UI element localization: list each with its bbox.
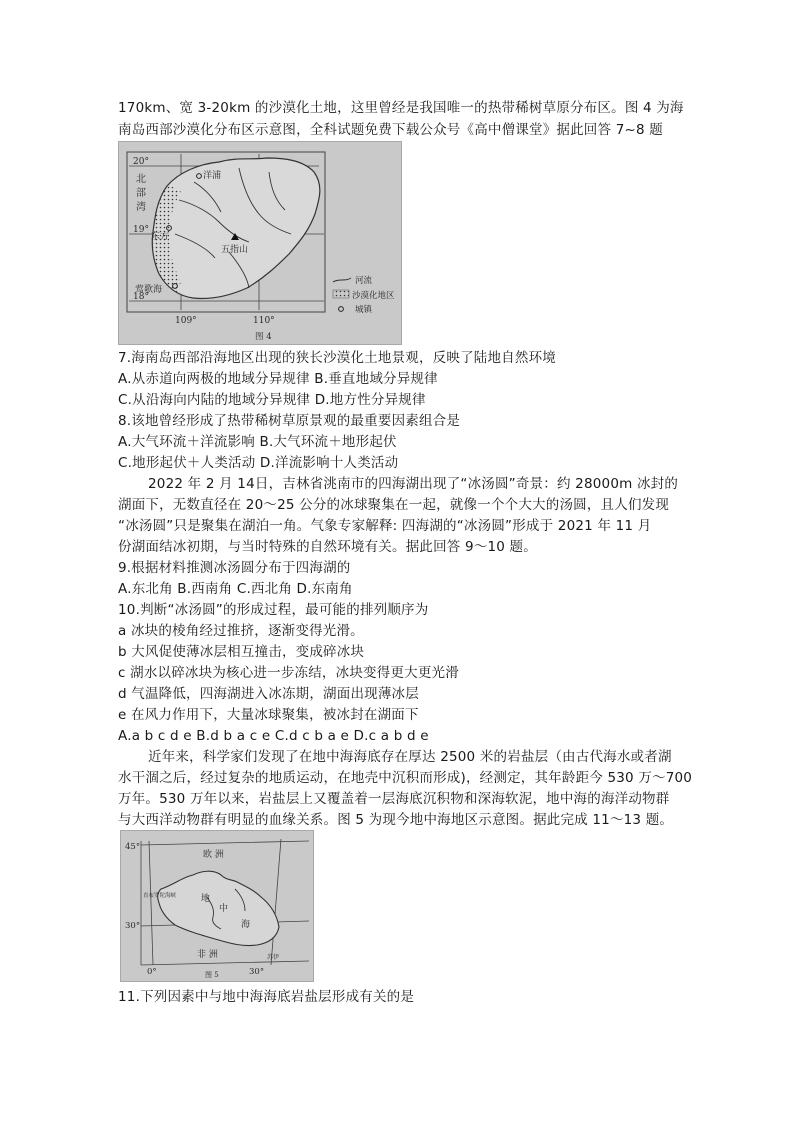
lat-20-label: 20° (133, 157, 149, 167)
figure-4-hainan-map (118, 141, 402, 345)
q7-options-1: A.从赤道向两极的地域分异规律 B.垂直地域分异规律 (118, 371, 438, 387)
figure-5-caption: 图 5 (205, 971, 219, 979)
ice-para-line-2: 湖面下，无数直径在 20～25 公分的冰球聚集在一起，就像一个个大大的汤圆，且人们发现 (118, 497, 670, 513)
sea-label-1: 地 (201, 894, 211, 904)
europe-label: 欧 洲 (203, 850, 224, 860)
figure-5-mediterranean-map (120, 830, 314, 982)
ice-para-line-3: “冰汤圆”只是聚集在湖泊一角。气象专家解释: 四海湖的“冰汤圆”形成于 2021 年 11 月 (118, 518, 652, 534)
q8-options-2: C.地形起伏＋人类活动 D.洋流影响十人类活动 (118, 455, 399, 471)
sea-label-2: 中 (219, 904, 229, 914)
q8-options-1: A.大气环流＋洋流影响 B.大气环流＋地形起伏 (118, 434, 397, 450)
q10-step-a: a 冰块的棱角经过推挤，逐渐变得光滑。 (118, 623, 364, 639)
legend-desert: 沙漠化地区 (352, 291, 395, 301)
q10-step-e: e 在风力作用下，大量冰球聚集，被冰封在湖面下 (118, 707, 419, 723)
q10-step-b: b 大风促使薄冰层相互撞击，变成碎冰块 (118, 644, 365, 660)
sea-label-3: 海 (241, 920, 251, 930)
africa-label: 非 洲 (197, 950, 218, 960)
bay-label-2: 部 (136, 188, 146, 199)
ice-para-line-4: 份湖面结冰初期，与当时特殊的自然环境有关。据此回答 9～10 题。 (118, 539, 537, 555)
town-yangpu-label: 洋浦 (203, 171, 222, 181)
q10-options: A.a b c d e B.d b a c e C.d c b a e D.c a b d e (118, 728, 429, 744)
intro-line-2: 南岛西部沙漠化分布区示意图，全科试题免费下载公众号《高中僧课堂》据此回答 7~8 题 (118, 122, 663, 138)
lat-19-label: 19° (133, 225, 149, 235)
q7-options-2: C.从沿海向内陆的地域分异规律 D.地方性分异规律 (118, 392, 426, 408)
strait-label: 直布罗陀海峡 (143, 893, 177, 899)
bay-label-3: 湾 (136, 202, 146, 213)
q7-stem: 7.海南岛西部沿海地区出现的狭长沙漠化土地景观，反映了陆地自然环境 (118, 350, 556, 366)
q11-stem: 11.下列因素中与地中海海底岩盐层形成有关的是 (118, 989, 415, 1005)
med-para-line-2: 水干涸之后，经过复杂的地质运动，在地壳中沉积而形成)，经测定，其年龄距今 530 万～700 (118, 770, 693, 786)
lon-30-label: 30° (249, 967, 265, 977)
mountain-label: 五指山 (221, 245, 249, 255)
legend-river: 河流 (355, 276, 373, 286)
desert-legend-icon (333, 290, 349, 298)
lon-109-label: 109° (175, 316, 197, 326)
q8-stem: 8.该地曾经形成了热带稀树草原景观的最重要因素组合是 (118, 413, 461, 429)
med-para-line-4: 与大西洋动物群有明显的血缘关系。图 5 为现今地中海地区示意图。据此完成 11～13 题。 (118, 812, 674, 828)
bay-label-1: 北 (136, 174, 146, 185)
river-legend-icon (333, 278, 351, 282)
q10-stem: 10.判断“冰汤圆”的形成过程，最可能的排列顺序为 (118, 602, 429, 618)
lat-45-label: 45° (125, 842, 141, 852)
ice-para-line-1: 2022 年 2 月 14日，吉林省洮南市的四海湖出现了“冰汤圆”奇景：约 28000m 冰封的 (148, 476, 679, 492)
lat-30-label: 30° (125, 921, 141, 931)
intro-line-1: 170km、宽 3-20km 的沙漠化土地，这里曾经是我国唯一的热带稀树草原分布区。图 4 为海 (118, 100, 684, 116)
town-dongfang-label: 东方 (151, 232, 170, 242)
med-para-line-1: 近年来，科学家们发现了在地中海海底存在厚达 2500 米的岩盐层（由古代海水或者湖 (148, 749, 672, 765)
lon-110-label: 110° (253, 316, 275, 326)
q9-options: A.东北角 B.西南角 C.西北角 D.东南角 (118, 581, 353, 597)
q9-stem: 9.根据材料推测冰汤圆分布于四海湖的 (118, 560, 351, 576)
canal-label: 苏伊 (267, 954, 280, 961)
lat-18-label: 18° (133, 292, 149, 302)
town-legend-icon (339, 307, 344, 312)
figure-4-caption: 图 4 (255, 332, 272, 342)
q10-step-d: d 气温降低，四海湖进入冰冻期，湖面出现薄冰层 (118, 686, 419, 702)
legend-town: 城镇 (355, 305, 373, 315)
q10-step-c: c 湖水以碎冰块为核心进一步冻结，冰块变得更大更光滑 (118, 665, 459, 681)
lon-0-label: 0° (147, 967, 157, 977)
town-yingge-label: 莺歌海 (135, 285, 163, 295)
med-para-line-3: 万年。530 万年以来，岩盐层上又覆盖着一层海底沉积物和深海软泥，地中海的海洋动物群 (118, 791, 670, 807)
